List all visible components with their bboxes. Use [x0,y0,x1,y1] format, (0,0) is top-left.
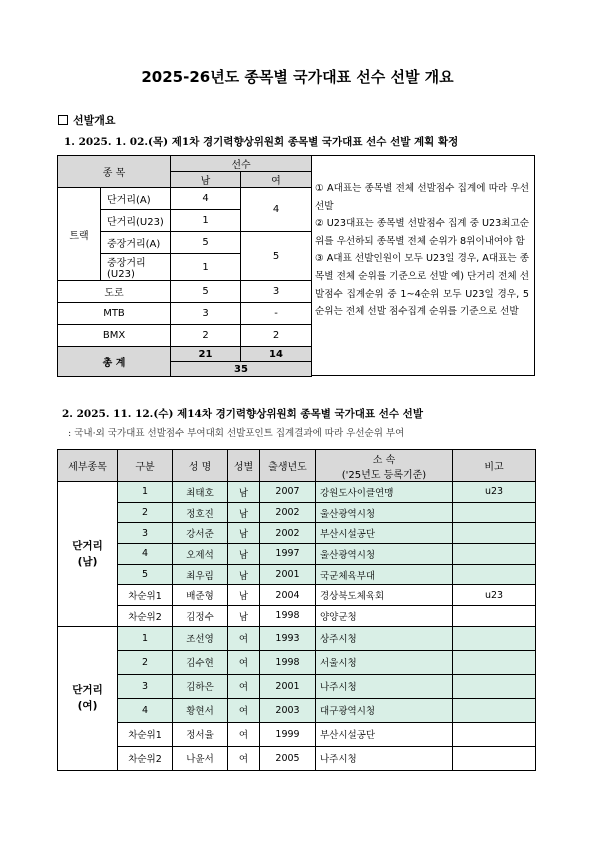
plan-event: 단거리(U23) [101,210,171,232]
gender-cell: 남 [228,544,260,565]
birth-cell: 2005 [260,746,316,770]
affiliation-cell: 부산시설공단 [316,523,453,544]
plan-female-count: 2 [241,325,312,347]
rank-cell: 4 [118,544,173,565]
plan-event: 중장거리(U23) [101,254,171,281]
gender-cell: 여 [228,626,260,650]
selected-athletes-table [57,449,536,771]
roster-header-remark: 비고 [453,450,536,482]
roster-header-gender: 성별 [228,450,260,482]
section2-heading: 2. 2025. 11. 12.(수) 제14차 경기력향상위원회 종목별 국가대표 선수 선발 [62,408,423,420]
plan-total-male: 21 [171,347,241,362]
remark-cell [453,626,536,650]
section2-note: : 국내·외 국가대표 선발점수 부여대회 선발포인트 집계결과에 따라 우선순위 부여 [68,428,405,439]
plan-event: 도로 [58,281,171,303]
remark-cell [453,523,536,544]
gender-cell: 남 [228,564,260,585]
birth-cell: 2002 [260,502,316,523]
group-label-line2: (남) [77,555,98,568]
plan-header-female: 여 [241,172,312,188]
name-cell: 황현서 [173,698,228,722]
remark-cell [453,746,536,770]
rank-cell: 1 [118,482,173,503]
rank-cell: 2 [118,502,173,523]
rank-cell: 5 [118,564,173,585]
affiliation-cell: 대구광역시청 [316,698,453,722]
gender-cell: 남 [228,523,260,544]
roster-header-birth: 출생년도 [260,450,316,482]
name-cell: 배준형 [173,585,228,606]
birth-cell: 2001 [260,674,316,698]
birth-cell: 2003 [260,698,316,722]
birth-cell: 2004 [260,585,316,606]
birth-cell: 1998 [260,606,316,627]
plan-header-male: 남 [171,172,241,188]
track-label: 트랙 [58,188,101,281]
name-cell: 김정수 [173,606,228,627]
plan-male-count: 2 [171,325,241,347]
rank-cell: 3 [118,674,173,698]
plan-male-count: 3 [171,303,241,325]
rank-cell: 4 [118,698,173,722]
rank-cell: 차순위1 [118,585,173,606]
plan-total-label: 총 계 [58,347,171,377]
roster-header-affiliation-line2: ('25년도 등록기준) [341,469,427,481]
criteria-note: ① A대표는 종목별 전체 선발점수 집계에 따라 우선 선발 [315,183,529,212]
overview-heading [58,112,116,128]
plan-event: BMX [58,325,171,347]
affiliation-cell: 부산시설공단 [316,722,453,746]
remark-cell: u23 [453,585,536,606]
name-cell: 최우림 [173,564,228,585]
roster-header-affiliation [316,450,453,482]
gender-cell: 여 [228,674,260,698]
plan-female-count: 5 [241,232,312,281]
rank-cell: 차순위1 [118,722,173,746]
plan-header-athletes: 선수 [171,156,312,172]
roster-header-affiliation-line1: 소 속 [372,454,396,466]
overview-heading-text: 선발개요 [73,114,116,127]
affiliation-cell: 서울시청 [316,650,453,674]
rank-cell: 1 [118,626,173,650]
criteria-note: ② U23대표는 종목별 선발점수 집계 중 U23최고순위를 우선하되 종목별 전체 순위가 8위이내여야 함 [315,218,529,247]
group-label-line1: 단거리 [72,684,103,697]
name-cell: 강서준 [173,523,228,544]
checkbox-square-icon [58,115,68,125]
selection-criteria-box [311,155,535,376]
selection-plan-table [57,155,312,377]
plan-female-count: - [241,303,312,325]
rank-cell: 3 [118,523,173,544]
birth-cell: 1993 [260,626,316,650]
remark-cell [453,674,536,698]
section1-heading: 1. 2025. 1. 02.(목) 제1차 경기력향상위원회 종목별 국가대표 선수 선발 계획 확정 [64,136,459,148]
plan-male-count: 1 [171,210,241,232]
plan-male-count: 1 [171,254,241,281]
birth-cell: 1997 [260,544,316,565]
birth-cell: 1998 [260,650,316,674]
remark-cell [453,544,536,565]
rank-cell: 차순위2 [118,606,173,627]
criteria-note: ③ A대표 선발인원이 모두 U23일 경우, A대표는 종목별 전체 순위를 기준으로 선발 예) 단거리 전체 선발점수 집계순위 중 1~4순위 모두 U23일 경우, 5순위는 전체 선발 점수집계 순위를 기준으로 선발 [315,253,529,318]
roster-group-label [58,626,118,770]
affiliation-cell: 국군체육부대 [316,564,453,585]
roster-group-label [58,482,118,627]
gender-cell: 남 [228,606,260,627]
birth-cell: 2007 [260,482,316,503]
affiliation-cell: 강원도사이클연맹 [316,482,453,503]
name-cell: 조선영 [173,626,228,650]
affiliation-cell: 울산광역시청 [316,544,453,565]
remark-cell [453,722,536,746]
affiliation-cell: 상주시청 [316,626,453,650]
gender-cell: 여 [228,650,260,674]
birth-cell: 2002 [260,523,316,544]
gender-cell: 여 [228,698,260,722]
plan-total-all: 35 [171,362,312,377]
plan-male-count: 5 [171,232,241,254]
remark-cell: u23 [453,482,536,503]
gender-cell: 여 [228,722,260,746]
rank-cell: 차순위2 [118,746,173,770]
gender-cell: 남 [228,585,260,606]
gender-cell: 여 [228,746,260,770]
plan-event: 중장거리(A) [101,232,171,254]
remark-cell [453,564,536,585]
name-cell: 김수현 [173,650,228,674]
plan-total-female: 14 [241,347,312,362]
affiliation-cell: 양양군청 [316,606,453,627]
plan-female-count: 4 [241,188,312,232]
gender-cell: 남 [228,482,260,503]
affiliation-cell: 나주시청 [316,674,453,698]
name-cell: 정호진 [173,502,228,523]
name-cell: 나윤서 [173,746,228,770]
roster-header-rank: 구분 [118,450,173,482]
plan-male-count: 5 [171,281,241,303]
group-label-line1: 단거리 [72,539,103,552]
name-cell: 오제석 [173,544,228,565]
remark-cell [453,650,536,674]
affiliation-cell: 경상북도체육회 [316,585,453,606]
name-cell: 최태호 [173,482,228,503]
affiliation-cell: 나주시청 [316,746,453,770]
plan-event: MTB [58,303,171,325]
plan-male-count: 4 [171,188,241,210]
remark-cell [453,606,536,627]
birth-cell: 1999 [260,722,316,746]
document-title: 2025-26년도 종목별 국가대표 선수 선발 개요 [141,68,454,86]
remark-cell [453,698,536,722]
roster-header-name: 성 명 [173,450,228,482]
gender-cell: 남 [228,502,260,523]
plan-header-event: 종 목 [58,156,171,188]
name-cell: 정서율 [173,722,228,746]
birth-cell: 2001 [260,564,316,585]
remark-cell [453,502,536,523]
plan-female-count: 3 [241,281,312,303]
affiliation-cell: 울산광역시청 [316,502,453,523]
name-cell: 김하은 [173,674,228,698]
roster-header-event: 세부종목 [58,450,118,482]
plan-event: 단거리(A) [101,188,171,210]
rank-cell: 2 [118,650,173,674]
group-label-line2: (여) [77,700,98,713]
